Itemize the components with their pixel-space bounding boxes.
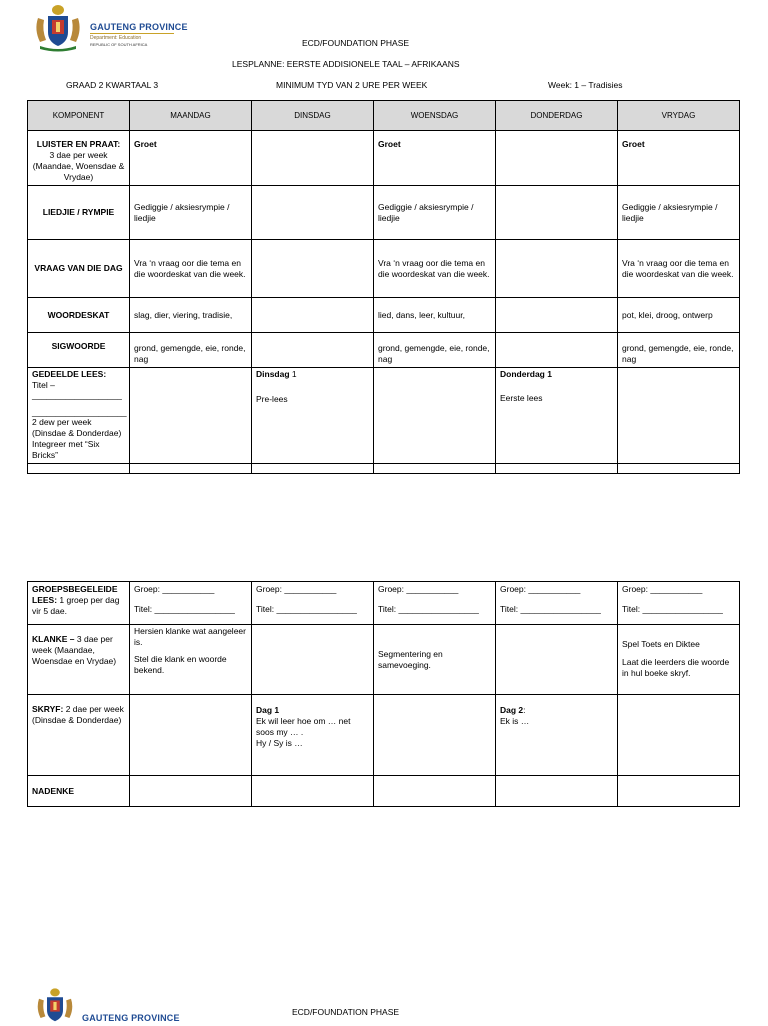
logo-subtitle: Department: Education [90, 35, 142, 41]
empty-cell [618, 695, 740, 776]
day-number: 1 [291, 369, 297, 379]
row-label: LUISTER EN PRAAT: [36, 139, 121, 149]
titel-field: Titel: _________________ [134, 604, 235, 614]
titel-field: Titel: _________________ [256, 604, 357, 614]
table-row-reflect [28, 776, 740, 807]
cell-text: Vra ‘n vraag oor die tema en die woordeskat van die week. [374, 240, 496, 298]
row-label: LIEDJIE / RYMPIE [28, 186, 130, 240]
row-sublabel: 2 dew per week (Dinsdae & Donderdae) Integreer met “Six Bricks” [32, 417, 122, 460]
cell-text: Groet [374, 131, 496, 186]
row-sublabel: 3 dae per week (Maandae, Woensdae en Vrydae) [32, 634, 117, 666]
empty-cell [252, 186, 374, 240]
coat-of-arms-icon [32, 2, 84, 52]
row-sublabel: 1 groep per dag vir 5 dae. [32, 595, 120, 616]
blank-line: ___________________ [32, 390, 122, 400]
empty-cell [374, 776, 496, 807]
header-phase: ECD/FOUNDATION PHASE [302, 38, 410, 48]
cell-text: Pre-lees [256, 394, 288, 404]
logo-title: GAUTENG PROVINCE [82, 1013, 180, 1023]
logo-divider [90, 33, 174, 34]
cell-text: lied, dans, leer, kultuur, [374, 298, 496, 333]
cell-thursday [496, 695, 618, 776]
header-week: Week: 1 – Tradisies [548, 80, 623, 90]
empty-cell [496, 240, 618, 298]
table-row-group-reading [28, 582, 740, 625]
cell-text: slag, dier, viering, tradisie, [130, 298, 252, 333]
empty-cell [618, 776, 740, 807]
table-header-row [28, 101, 740, 131]
table-row-question [28, 240, 740, 298]
row-label-cell [28, 368, 130, 464]
header-time: MINIMUM TYD VAN 2 URE PER WEEK [276, 80, 428, 90]
cell-text: Laat die leerders die woorde in hul boeke skryf. [622, 657, 730, 678]
empty-cell [496, 131, 618, 186]
empty-cell [130, 776, 252, 807]
cell-text: Ek is … [500, 716, 530, 726]
table-row-shared-reading [28, 368, 740, 464]
row-label: GEDEELDE LEES: [32, 369, 107, 379]
row-label: SKRYF: [32, 704, 64, 714]
gauteng-logo-footer [30, 986, 180, 1026]
empty-cell [130, 695, 252, 776]
titel-field: Titel: _________________ [622, 604, 723, 614]
row-label-cell [28, 131, 130, 186]
empty-cell [618, 368, 740, 464]
empty-cell [496, 333, 618, 368]
day-label: Donderdag 1 [500, 369, 552, 379]
empty-cell [252, 333, 374, 368]
cell-text: Ek wil leer hoe om … net soos my … . [256, 716, 351, 737]
group-cell-thu [496, 582, 618, 625]
logo-country: REPUBLIC OF SOUTH AFRICA [90, 42, 148, 47]
cell-text: Groet [130, 131, 252, 186]
empty-cell [130, 368, 252, 464]
titel-field: Titel: _________________ [378, 604, 479, 614]
row-label: VRAAG VAN DIE DAG [28, 240, 130, 298]
empty-cell [496, 186, 618, 240]
cell-text: Gediggie / aksiesrympie / liedjie [374, 186, 496, 240]
table-row-listen [28, 131, 740, 186]
row-label: NADENKE [28, 776, 130, 807]
group-cell-mon [130, 582, 252, 625]
groep-field: Groep: ___________ [622, 584, 703, 594]
empty-cell [374, 368, 496, 464]
cell-text: Stel die klank en woorde bekend. [134, 654, 227, 675]
empty-cell [252, 776, 374, 807]
table-row-signal [28, 333, 740, 368]
row-label: KLANKE – [32, 634, 75, 644]
day-label: Dag 2 [500, 705, 524, 715]
empty-cell [374, 695, 496, 776]
table-row-sounds [28, 625, 740, 695]
cell-thursday [496, 368, 618, 464]
groep-field: Groep: ___________ [500, 584, 581, 594]
cell-friday [618, 625, 740, 695]
row-label-cell [28, 695, 130, 776]
cell-text: Segmentering en samevoeging. [374, 625, 496, 695]
cell-monday [130, 625, 252, 695]
title-line: Titel – [32, 380, 55, 390]
cell-text: grond, gemengde, eie, ronde, nag [374, 333, 496, 368]
empty-cell [252, 240, 374, 298]
cell-tuesday [252, 695, 374, 776]
col-donderdag: DONDERDAG [496, 101, 618, 131]
col-woensdag: WOENSDAG [374, 101, 496, 131]
header-grade: GRAAD 2 KWARTAAL 3 [66, 80, 159, 90]
empty-cell [496, 776, 618, 807]
empty-cell [496, 298, 618, 333]
cell-text: Vra ‘n vraag oor die tema en die woordeskat van die week. [618, 240, 740, 298]
row-label: GROEPSBEGELEIDE LEES: [32, 584, 118, 605]
cell-text: Eerste lees [500, 393, 543, 403]
empty-cell [252, 298, 374, 333]
lesson-plan-table [27, 100, 740, 474]
row-label: SIGWOORDE [28, 333, 130, 368]
lesson-plan-table-2 [27, 581, 740, 807]
table-row-vocab [28, 298, 740, 333]
groep-field: Groep: ___________ [256, 584, 337, 594]
row-sublabel: 2 dae per week (Dinsdae & Donderdae) [32, 704, 124, 725]
groep-field: Groep: ___________ [134, 584, 215, 594]
groep-field: Groep: ___________ [378, 584, 459, 594]
col-vrydag: VRYDAG [618, 101, 740, 131]
table-row-song [28, 186, 740, 240]
row-label-cell [28, 582, 130, 625]
day-label: Dinsdag [256, 369, 290, 379]
gauteng-logo [32, 2, 188, 52]
titel-field: Titel: _________________ [500, 604, 601, 614]
row-label: WOORDESKAT [28, 298, 130, 333]
row-label-cell [28, 625, 130, 695]
group-cell-wed [374, 582, 496, 625]
col-maandag: MAANDAG [130, 101, 252, 131]
day-colon: : [523, 705, 526, 715]
row-sublabel: 3 dae per week (Maandae, Woensdae & Vrydae) [32, 150, 125, 182]
empty-cell [496, 625, 618, 695]
table-row-write [28, 695, 740, 776]
col-komponent: KOMPONENT [28, 101, 130, 131]
cell-text: Gediggie / aksiesrympie / liedjie [130, 186, 252, 240]
cell-text: Groet [618, 131, 740, 186]
cell-text: pot, klei, droog, ontwerp [618, 298, 740, 333]
logo-title: GAUTENG PROVINCE [90, 22, 188, 32]
cell-text: Hy / Sy is … [256, 738, 303, 748]
col-dinsdag: DINSDAG [252, 101, 374, 131]
group-cell-fri [618, 582, 740, 625]
coat-of-arms-icon [30, 986, 80, 1026]
cell-tuesday [252, 368, 374, 464]
header-plan: LESPLANNE: EERSTE ADDISIONELE TAAL – AFRIKAANS [232, 59, 460, 69]
blank-line: ____________________ [32, 407, 127, 417]
cell-text: Vra ‘n vraag oor die tema en die woordeskat van die week. [130, 240, 252, 298]
group-cell-tue [252, 582, 374, 625]
day-label: Dag 1 [256, 705, 280, 715]
footer-phase: ECD/FOUNDATION PHASE [292, 1007, 400, 1017]
cell-text: grond, gemengde, eie, ronde, nag [130, 333, 252, 368]
table-row-spacer [28, 464, 740, 474]
empty-cell [252, 625, 374, 695]
cell-text: Spel Toets en Diktee [622, 639, 700, 649]
cell-text: grond, gemengde, eie, ronde, nag [618, 333, 740, 368]
cell-text: Gediggie / aksiesrympie / liedjie [618, 186, 740, 240]
empty-cell [252, 131, 374, 186]
cell-text: Hersien klanke wat aangeleer is. [134, 626, 246, 647]
